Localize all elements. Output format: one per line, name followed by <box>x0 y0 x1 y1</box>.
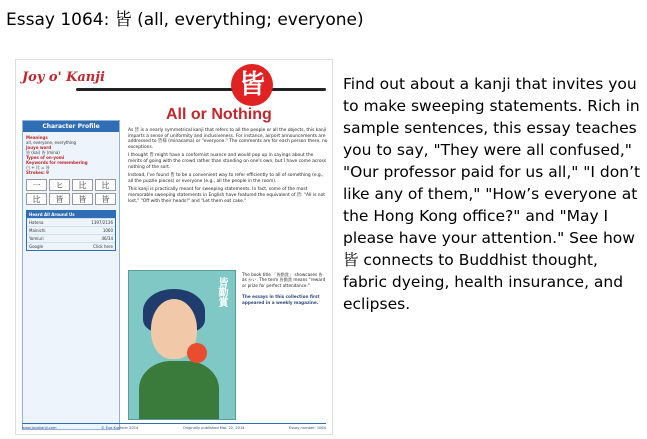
count-value: 1060 <box>102 228 113 233</box>
book-caption: The book title 「皆勤賞」 showcases 皆 as かい. The term 皆勤賞 means "reward or prize for perfect attendance." <box>242 272 326 288</box>
stroke-cell: 一 <box>26 179 47 191</box>
book-caption-block <box>242 272 326 305</box>
readings-value: 皆 (kai) 皆 (mina) <box>26 150 60 155</box>
stroke-cell: 比 <box>26 193 47 205</box>
essay-description: Find out about a kanji that invites you to make sweeping statements. Rich in sample sentences, this essay teaches you to say, "They were all confused," "Our professor paid for us all," "I don’t like any of them," "How’s everyone at the Hong Kong office?" and "May I please have your attention." See how 皆 connects to Buddhist thought, fabric dyeing, health insurance, and eclipses. <box>343 75 641 313</box>
book-note: The essays in this collection first appeared in a weekly magazine. <box>242 294 320 305</box>
article-paragraph: This kanji is practically meant for sweeping statements. In fact, some of the most memorable sweeping statements in English have featured the equivalent of 皆: "All is not lost," "Off with their heads!" and "Let them eat cake." <box>128 187 325 204</box>
stroke-cell: 皆 <box>95 193 116 205</box>
count-name: Yomiuri <box>29 236 44 241</box>
count-name: Mainichi <box>29 228 46 233</box>
joy-o-kanji-logo: Joy o' Kanji <box>22 70 105 85</box>
essay-thumbnail[interactable] <box>15 59 333 435</box>
meanings-value: all, everyone, everything <box>26 140 77 145</box>
readings-label: Jouyo word <box>26 145 52 150</box>
illustration-dress <box>139 361 219 420</box>
counts-row <box>27 218 115 226</box>
stroke-cell: 皆 <box>49 193 70 205</box>
character-profile <box>22 120 120 430</box>
article-paragraph: I thought 皆 might have a conformist nuance and would pop up in sayings about the merits of going with the crowd rather than standing on one's own, but I have come across nothing of the sort. <box>128 153 327 170</box>
count-value: 1397/2136 <box>91 220 113 225</box>
article-paragraph: Instead, I've found 皆 to be a convenient way to refer efficiently to all of something (e.g., all the puzzle pieces) or everyone (e.g., all the people in the room). <box>128 173 324 184</box>
footer-item: © Eve Kushner 2014 <box>100 426 139 430</box>
footer-item: www.joyokanji.com <box>22 426 57 430</box>
stroke-cell: 比 <box>72 179 93 191</box>
keywords-label: Keywords for remembering <box>26 160 88 165</box>
book-cover-illustration <box>128 270 236 420</box>
frequency-counts <box>26 210 116 251</box>
thumbnail-footer <box>22 423 326 430</box>
article-paragraph: As 皆 is a nearly symmetrical kanji that refers to all the people or all the objects, this kanji imparts a sense of uniformity and inclusiveness. For instance, airport announcements are addressed to 皆様 (minasama) or "everyone." The comments are for each person there, no exceptions. <box>128 128 328 150</box>
kanji-badge: 皆 <box>231 64 273 106</box>
meanings-label: Meanings <box>26 135 48 140</box>
book-title: 皆勤賞 <box>216 277 227 307</box>
keywords-value: 白 + 比 = 皆 <box>26 165 50 170</box>
stroke-cell: 皆 <box>72 193 93 205</box>
count-name: Hatena <box>29 220 44 225</box>
strokes-label: Strokes: 9 <box>26 170 49 175</box>
counts-header: Heard All Around Us <box>27 211 115 218</box>
stroke-cell: 比 <box>95 179 116 191</box>
count-name: Google <box>29 244 44 249</box>
essay-headline: All or Nothing <box>166 106 272 123</box>
illustration-flower <box>187 343 207 363</box>
counts-row <box>27 242 115 250</box>
counts-row <box>27 226 115 234</box>
header-arc <box>76 88 326 91</box>
stroke-cell: ヒ <box>49 179 70 191</box>
stroke-order-grid <box>26 179 116 205</box>
types-label: Types of on-yomi <box>26 155 65 160</box>
footer-item: Originally published Mar. 22, 2014 <box>182 426 245 430</box>
article-body <box>128 128 328 207</box>
character-profile-header: Character Profile <box>23 121 119 132</box>
count-value: 46/34 <box>101 236 113 241</box>
counts-row <box>27 234 115 242</box>
footer-item: Essay number: 1064 <box>289 426 326 430</box>
page-title: Essay 1064: 皆 (all, everything; everyone) <box>6 10 364 30</box>
count-value[interactable]: Click here <box>93 244 113 249</box>
